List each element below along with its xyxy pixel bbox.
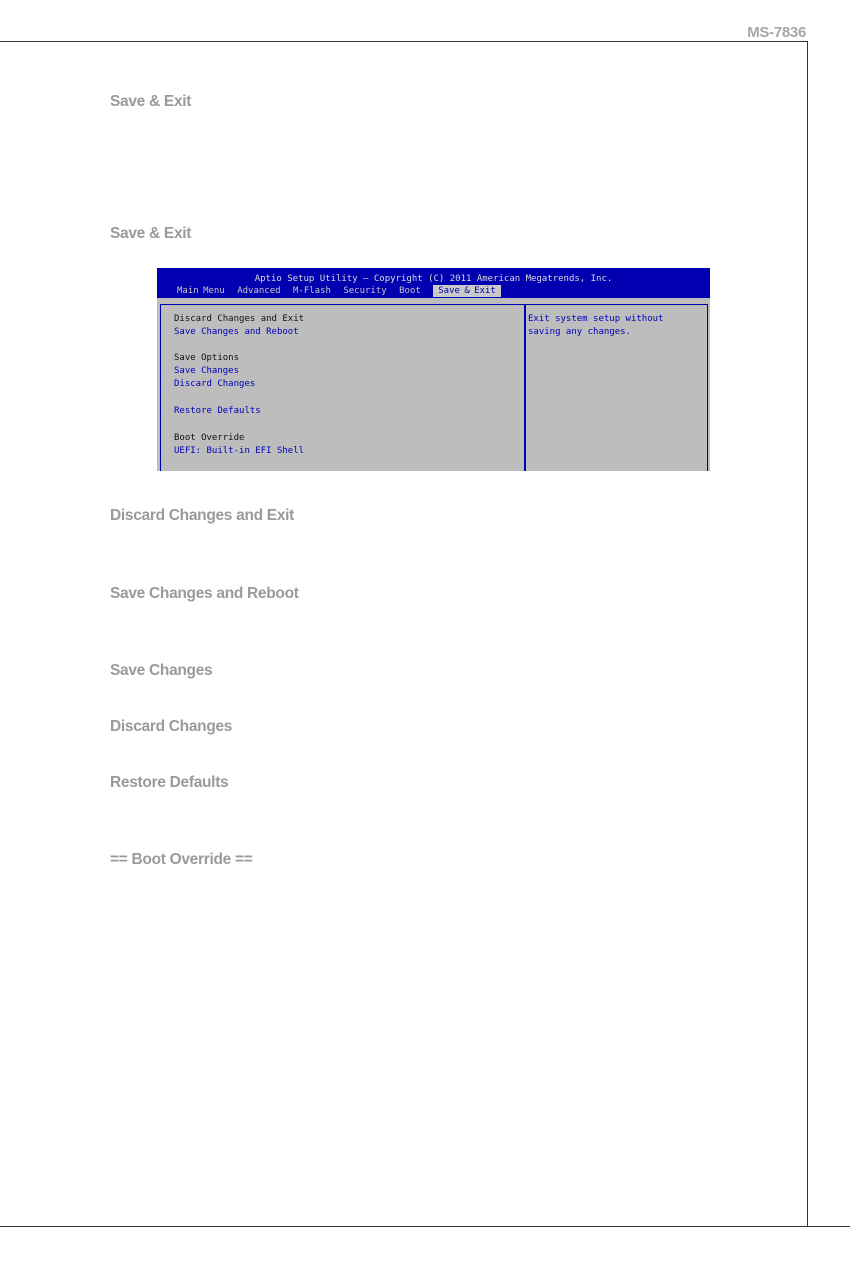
menu-item-discard-changes-and-exit[interactable]: Discard Changes and Exit — [174, 314, 305, 324]
tab-advanced[interactable]: Advanced — [237, 286, 281, 296]
bios-title: Aptio Setup Utility – Copyright (C) 2011 American Megatrends, Inc. — [254, 274, 613, 284]
bios-tab-bar — [177, 285, 501, 298]
tab-save-exit[interactable]: Save & Exit — [433, 285, 501, 297]
heading-save-changes-and-reboot: Save Changes and Reboot — [110, 585, 299, 602]
bios-help-panel — [525, 304, 708, 471]
tab-boot[interactable]: Boot — [399, 286, 421, 296]
menu-item-uefi-shell[interactable]: UEFI: Built-in EFI Shell — [174, 446, 305, 456]
heading-discard-changes: Discard Changes — [110, 718, 233, 735]
model-label: MS-7836 — [747, 24, 806, 41]
tab-m-flash[interactable]: M-Flash — [292, 286, 331, 296]
bios-header — [157, 268, 710, 298]
bios-menu-panel — [160, 304, 525, 471]
bios-screenshot — [157, 268, 710, 471]
right-rule — [807, 41, 808, 1227]
menu-group-save-options: Save Options — [174, 353, 240, 363]
heading-restore-defaults: Restore Defaults — [110, 774, 229, 791]
heading-save-changes: Save Changes — [110, 662, 213, 679]
menu-item-restore-defaults[interactable]: Restore Defaults — [174, 406, 261, 416]
menu-group-boot-override: Boot Override — [174, 433, 245, 443]
subsection-heading-save-exit: Save & Exit — [110, 225, 192, 242]
bottom-rule — [0, 1226, 850, 1227]
section-heading-save-exit: Save & Exit — [110, 93, 192, 110]
top-rule — [0, 41, 808, 42]
help-text-line-1: Exit system setup without — [528, 314, 664, 324]
menu-item-save-changes[interactable]: Save Changes — [174, 366, 240, 376]
help-text-line-2: saving any changes. — [528, 327, 631, 337]
heading-boot-override: == Boot Override == — [110, 851, 253, 868]
menu-item-discard-changes[interactable]: Discard Changes — [174, 379, 256, 389]
heading-discard-changes-and-exit: Discard Changes and Exit — [110, 507, 295, 524]
tab-main-menu[interactable]: Main Menu — [177, 286, 225, 296]
menu-item-save-changes-and-reboot[interactable]: Save Changes and Reboot — [174, 327, 299, 337]
tab-security[interactable]: Security — [343, 286, 387, 296]
